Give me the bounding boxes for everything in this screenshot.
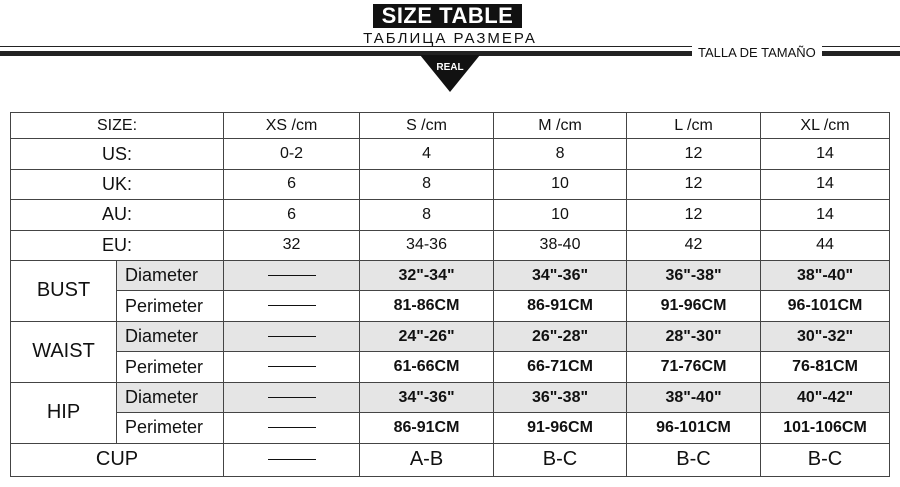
cup-label: CUP	[11, 443, 224, 476]
eu-cell: 44	[761, 230, 890, 260]
bust-diameter-cell: 36"-38"	[627, 261, 761, 291]
bust-label: BUST	[11, 261, 117, 322]
hip-diameter-cell: 36"-38"	[494, 382, 627, 412]
uk-cell: 6	[224, 169, 360, 199]
eu-cell: 38-40	[494, 230, 627, 260]
dash-line	[268, 275, 316, 276]
dash-cell	[224, 321, 360, 351]
bust-diameter-row	[11, 261, 890, 291]
uk-row	[11, 169, 890, 199]
us-cell: 4	[360, 139, 494, 169]
dash-line	[268, 397, 316, 398]
perimeter-label: Perimeter	[117, 291, 224, 321]
bust-diameter-cell: 32"-34"	[360, 261, 494, 291]
waist-perimeter-cell: 66-71CM	[494, 352, 627, 382]
cup-cell: B-C	[761, 443, 890, 476]
hip-perimeter-cell: 101-106CM	[761, 413, 890, 443]
bust-diameter-cell: 34"-36"	[494, 261, 627, 291]
size-cell: M /cm	[494, 113, 627, 139]
size-cell: XS /cm	[224, 113, 360, 139]
us-label: US:	[11, 139, 224, 169]
waist-diameter-row	[11, 321, 890, 351]
cup-cell: B-C	[494, 443, 627, 476]
dash-cell	[224, 291, 360, 321]
us-cell: 0-2	[224, 139, 360, 169]
dash-cell	[224, 413, 360, 443]
diameter-label: Diameter	[117, 261, 224, 291]
bust-diameter-cell: 38"-40"	[761, 261, 890, 291]
diameter-label: Diameter	[117, 321, 224, 351]
eu-cell: 32	[224, 230, 360, 260]
dash-line	[268, 366, 316, 367]
us-row	[11, 139, 890, 169]
cup-row	[11, 443, 890, 476]
bust-perimeter-cell: 91-96CM	[627, 291, 761, 321]
hip-perimeter-cell: 91-96CM	[494, 413, 627, 443]
eu-row	[11, 230, 890, 260]
uk-cell: 10	[494, 169, 627, 199]
au-label: AU:	[11, 200, 224, 230]
hip-perimeter-cell: 86-91CM	[360, 413, 494, 443]
waist-diameter-cell: 28"-30"	[627, 321, 761, 351]
cup-cell: B-C	[627, 443, 761, 476]
bust-perimeter-cell: 81-86CM	[360, 291, 494, 321]
us-cell: 12	[627, 139, 761, 169]
waist-perimeter-row	[11, 352, 890, 382]
bust-perimeter-row	[11, 291, 890, 321]
bust-perimeter-cell: 96-101CM	[761, 291, 890, 321]
uk-cell: 8	[360, 169, 494, 199]
perimeter-label: Perimeter	[117, 413, 224, 443]
cup-cell: A-B	[360, 443, 494, 476]
hip-diameter-row	[11, 382, 890, 412]
page-title: SIZE TABLE	[373, 4, 522, 28]
hip-perimeter-row	[11, 413, 890, 443]
waist-perimeter-cell: 71-76CM	[627, 352, 761, 382]
real-badge	[420, 55, 480, 92]
eu-cell: 34-36	[360, 230, 494, 260]
waist-label: WAIST	[11, 321, 117, 382]
waist-diameter-cell: 26"-28"	[494, 321, 627, 351]
eu-cell: 42	[627, 230, 761, 260]
waist-diameter-cell: 30"-32"	[761, 321, 890, 351]
diameter-label: Diameter	[117, 382, 224, 412]
waist-perimeter-cell: 76-81CM	[761, 352, 890, 382]
hip-diameter-cell: 40"-42"	[761, 382, 890, 412]
hip-diameter-cell: 34"-36"	[360, 382, 494, 412]
size-cell: S /cm	[360, 113, 494, 139]
size-table	[10, 112, 890, 477]
au-row	[11, 200, 890, 230]
dash-cell	[224, 443, 360, 476]
dash-line	[268, 459, 316, 460]
perimeter-label: Perimeter	[117, 352, 224, 382]
dash-line	[268, 427, 316, 428]
hip-label: HIP	[11, 382, 117, 443]
uk-label: UK:	[11, 169, 224, 199]
size-label: SIZE:	[11, 113, 224, 139]
spanish-subtitle: TALLA DE TAMAÑO	[692, 45, 822, 61]
dash-cell	[224, 261, 360, 291]
au-cell: 14	[761, 200, 890, 230]
waist-perimeter-cell: 61-66CM	[360, 352, 494, 382]
hip-diameter-cell: 38"-40"	[627, 382, 761, 412]
dash-cell	[224, 352, 360, 382]
au-cell: 6	[224, 200, 360, 230]
au-cell: 8	[360, 200, 494, 230]
uk-cell: 14	[761, 169, 890, 199]
dash-line	[268, 336, 316, 337]
bust-perimeter-cell: 86-91CM	[494, 291, 627, 321]
us-cell: 14	[761, 139, 890, 169]
waist-diameter-cell: 24"-26"	[360, 321, 494, 351]
page-subtitle: ТАБЛИЦА РАЗМЕРА	[363, 30, 537, 47]
uk-cell: 12	[627, 169, 761, 199]
dash-cell	[224, 382, 360, 412]
size-cell: L /cm	[627, 113, 761, 139]
size-cell: XL /cm	[761, 113, 890, 139]
au-cell: 12	[627, 200, 761, 230]
us-cell: 8	[494, 139, 627, 169]
size-row	[11, 113, 890, 139]
real-badge-label: REAL	[436, 62, 464, 73]
dash-line	[268, 305, 316, 306]
au-cell: 10	[494, 200, 627, 230]
eu-label: EU:	[11, 230, 224, 260]
hip-perimeter-cell: 96-101CM	[627, 413, 761, 443]
